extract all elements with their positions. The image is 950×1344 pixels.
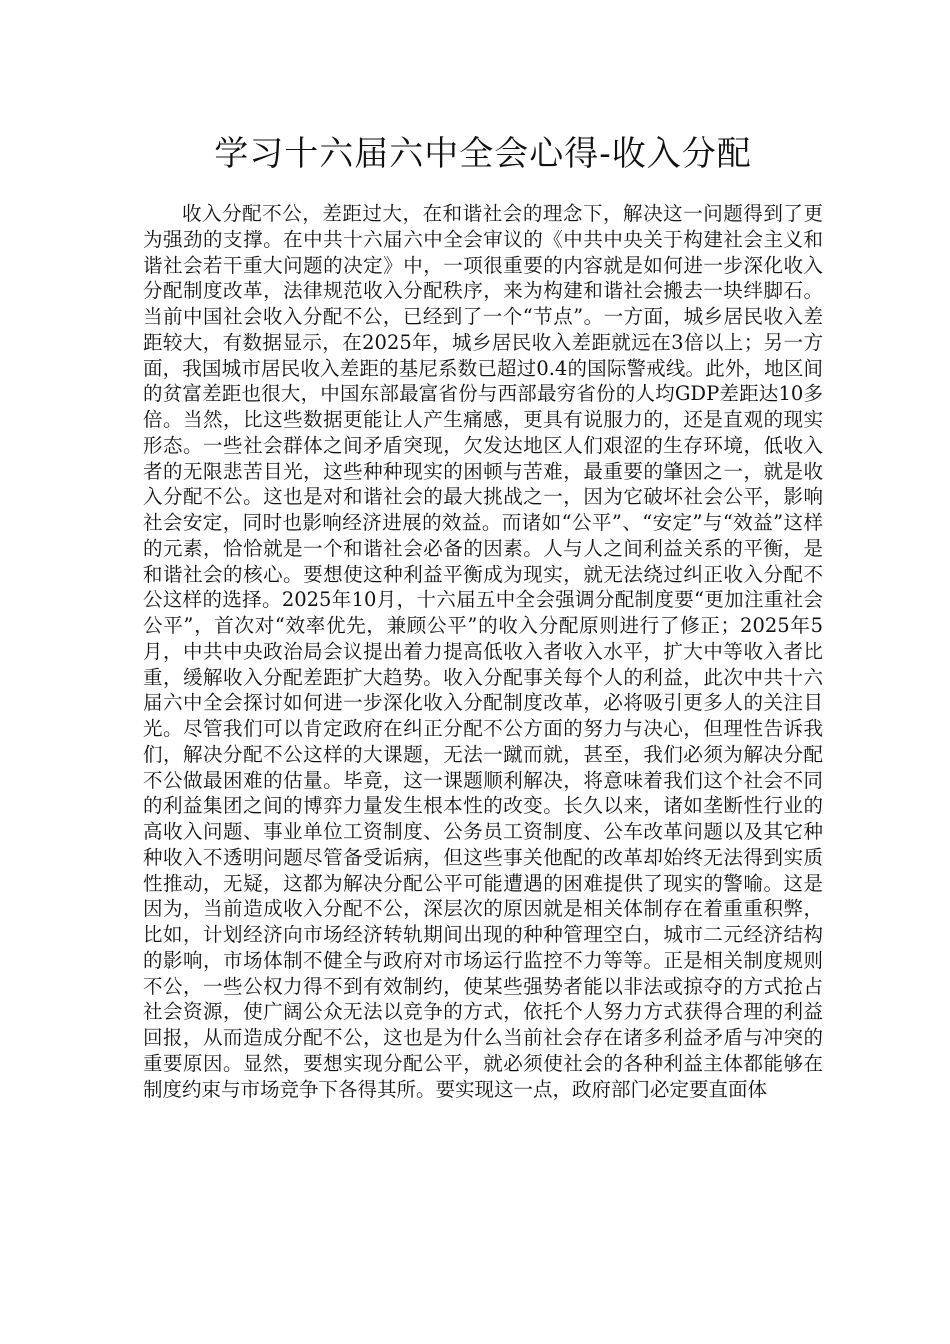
document-page xyxy=(143,126,823,1102)
document-paragraph: 收入分配不公，差距过大，在和谐社会的理念下，解决这一问题得到了更为强劲的支撑。在中共十六届六中全会审议的《中共中央关于构建社会主义和谐社会若干重大问题的决定》中，一项很重要的内容就是如何进一步深化收入分配制度改革，法律规范收入分配秩序，来为构建和谐社会搬去一块绊脚石。当前中国社会收入分配不公，已经到了一个“节点”。一方面，城乡居民收入差距较大，有数据显示，在2025年，城乡居民收入差距就远在3倍以上；另一方面，我国城市居民收入差距的基尼系数已超过0.4的国际警戒线。此外，地区间的贫富差距也很大，中国东部最富省份与西部最穷省份的人均GDP差距达10多倍。当然，比这些数据更能让人产生痛感，更具有说服力的，还是直观的现实形态。一些社会群体之间矛盾突现，欠发达地区人们艰涩的生存环境，低收入者的无限悲苦目光，这些种种现实的困顿与苦难，最重要的肇因之一，就是收入分配不公。这也是对和谐社会的最大挑战之一，因为它破坏社会公平，影响社会安定，同时也影响经济进展的效益。而诸如“公平”、“安定”与“效益”这样的元素，恰恰就是一个和谐社会必备的因素。人与人之间利益关系的平衡，是和谐社会的核心。要想使这种利益平衡成为现实，就无法绕过纠正收入分配不公这样的选择。2025年10月，十六届五中全会强调分配制度要“更加注重社会公平”，首次对“效率优先，兼顾公平”的收入分配原则进行了修正；2025年5月，中共中央政治局会议提出着力提高低收入者收入水平，扩大中等收入者比重，缓解收入分配差距扩大趋势。收入分配事关每个人的利益，此次中共十六届六中全会探讨如何进一步深化收入分配制度改革，必将吸引更多人的关注目光。尽管我们可以肯定政府在纠正分配不公方面的努力与决心，但理性告诉我们，解决分配不公这样的大课题，无法一蹴而就，甚至，我们必须为解决分配不公做最困难的估量。毕竟，这一课题顺利解决，将意味着我们这个社会不同的利益集团之间的博弈力量发生根本性的改变。长久以来，诸如垄断性行业的高收入问题、事业单位工资制度、公务员工资制度、公车改革问题以及其它种种收入不透明问题尽管备受诟病，但这些事关他配的改革却始终无法得到实质性推动，无疑，这都为解决分配公平可能遭遇的困难提供了现实的警喻。这是因为，当前造成收入分配不公，深层次的原因就是相关体制存在着重重积弊，比如，计划经济向市场经济转轨期间出现的种种管理空白，城市二元经济结构的影响，市场体制不健全与政府对市场运行监控不力等等。正是相关制度规则不公，一些公权力得不到有效制约，使某些强势者能以非法或掠夺的方式抢占社会资源，使广阔公众无法以竞争的方式，依托个人努力方式获得合理的利益回报，从而造成分配不公，这也是为什么当前社会存在诸多利益矛盾与冲突的重要原因。显然，要想实现分配公平，就必须使社会的各种利益主体都能够在制度约束与市场竞争下各得其所。要实现这一点，政府部门必定要直面体 xyxy=(143,202,823,1101)
document-title: 学习十六届六中全会心得-收入分配 xyxy=(214,134,752,174)
